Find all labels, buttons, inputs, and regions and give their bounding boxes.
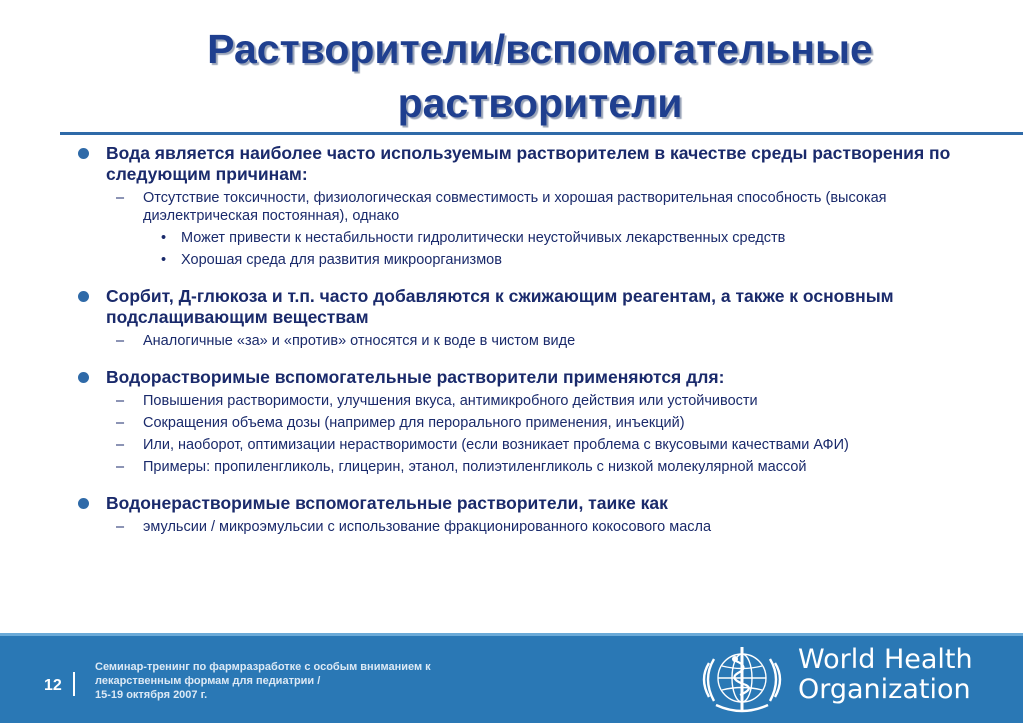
bullet-dot-icon [78,148,89,159]
bullet-water-soluble [75,367,975,388]
bullet-water-insoluble [75,493,975,514]
sub-bullet [75,436,975,454]
who-emblem-icon [694,641,790,719]
who-line-1: World Health [798,644,973,675]
sub-bullet [75,189,975,225]
title-divider [60,132,1023,135]
footer-highlight [0,633,1023,636]
who-wordmark [798,645,973,705]
sub-bullet [75,332,975,350]
small-bullet-icon: • [161,230,167,246]
sub-bullet [75,458,975,476]
subsub-bullet [75,251,975,269]
title-line-1: Растворители/вспомогательные [207,26,873,72]
dash-icon: – [116,459,125,475]
sub-bullet-text: Повышения растворимости, улучшения вкуса, антимикробного действия или устойчивости [143,393,758,409]
footer-line-2: лекарственным формам для педиатрии / [95,675,321,687]
sub-bullet [75,414,975,432]
sub-bullet-text: Аналогичные «за» и «против» относятся и к воде в чистом виде [143,333,576,349]
footer-line-3: 15-19 октября 2007 г. [95,689,208,701]
footer-seminar-text [95,660,431,702]
bullet-sorbitol [75,286,975,328]
bullet-water [75,143,975,185]
dash-icon: – [116,519,125,535]
small-bullet-icon: • [161,252,167,268]
subsub-bullet-text: Хорошая среда для развития микроорганизмов [181,252,502,268]
dash-icon: – [116,415,125,431]
page-number: 12 [44,677,62,694]
dash-icon: – [116,437,125,453]
sub-bullet [75,392,975,410]
sub-bullet [75,518,975,536]
sub-bullet-text: эмульсии / микроэмульсии с использование фракционированного кокосового масла [143,519,712,535]
page-number-separator [73,672,75,696]
title-line-2: растворители [397,80,683,126]
sub-bullet-text: Отсутствие токсичности, физиологическая совместимость и хорошая растворительная способность (высокая диэлектрическая постоянная), однако [143,190,887,224]
sub-bullet-text: Сокращения объема дозы (например для перорального применения, инъекций) [143,415,685,431]
slide-content [75,143,975,536]
bullet-text: Водонерастворимые вспомогательные растворители, таике как [106,493,668,513]
dash-icon: – [116,393,125,409]
bullet-dot-icon [78,498,89,509]
sub-bullet-text: Примеры: пропиленгликоль, глицерин, этанол, полиэтиленгликоль с низкой молекулярной массой [143,459,807,475]
who-line-2: Organization [798,674,971,705]
bullet-text: Вода является наиболее часто используемым растворителем в качестве среды растворения по следующим причинам: [106,143,951,184]
bullet-dot-icon [78,372,89,383]
subsub-bullet-text: Может привести к нестабильности гидролитически неустойчивых лекарственных средств [181,230,786,246]
dash-icon: – [116,333,125,349]
footer-line-1: Семинар-тренинг по фармразработке с особым вниманием к [95,661,431,673]
sub-bullet-text: Или, наоборот, оптимизации нерастворимости (если возникает проблема с вкусовыми качествами АФИ) [143,437,849,453]
bullet-text: Водорастворимые вспомогательные растворители применяются для: [106,367,725,387]
dash-icon: – [116,190,125,206]
subsub-bullet [75,229,975,247]
bullet-text: Сорбит, Д-глюкоза и т.п. часто добавляются к сжижающим реагентам, а также к основным подслащивающим веществам [106,286,894,327]
bullet-dot-icon [78,291,89,302]
slide-title [100,22,980,130]
